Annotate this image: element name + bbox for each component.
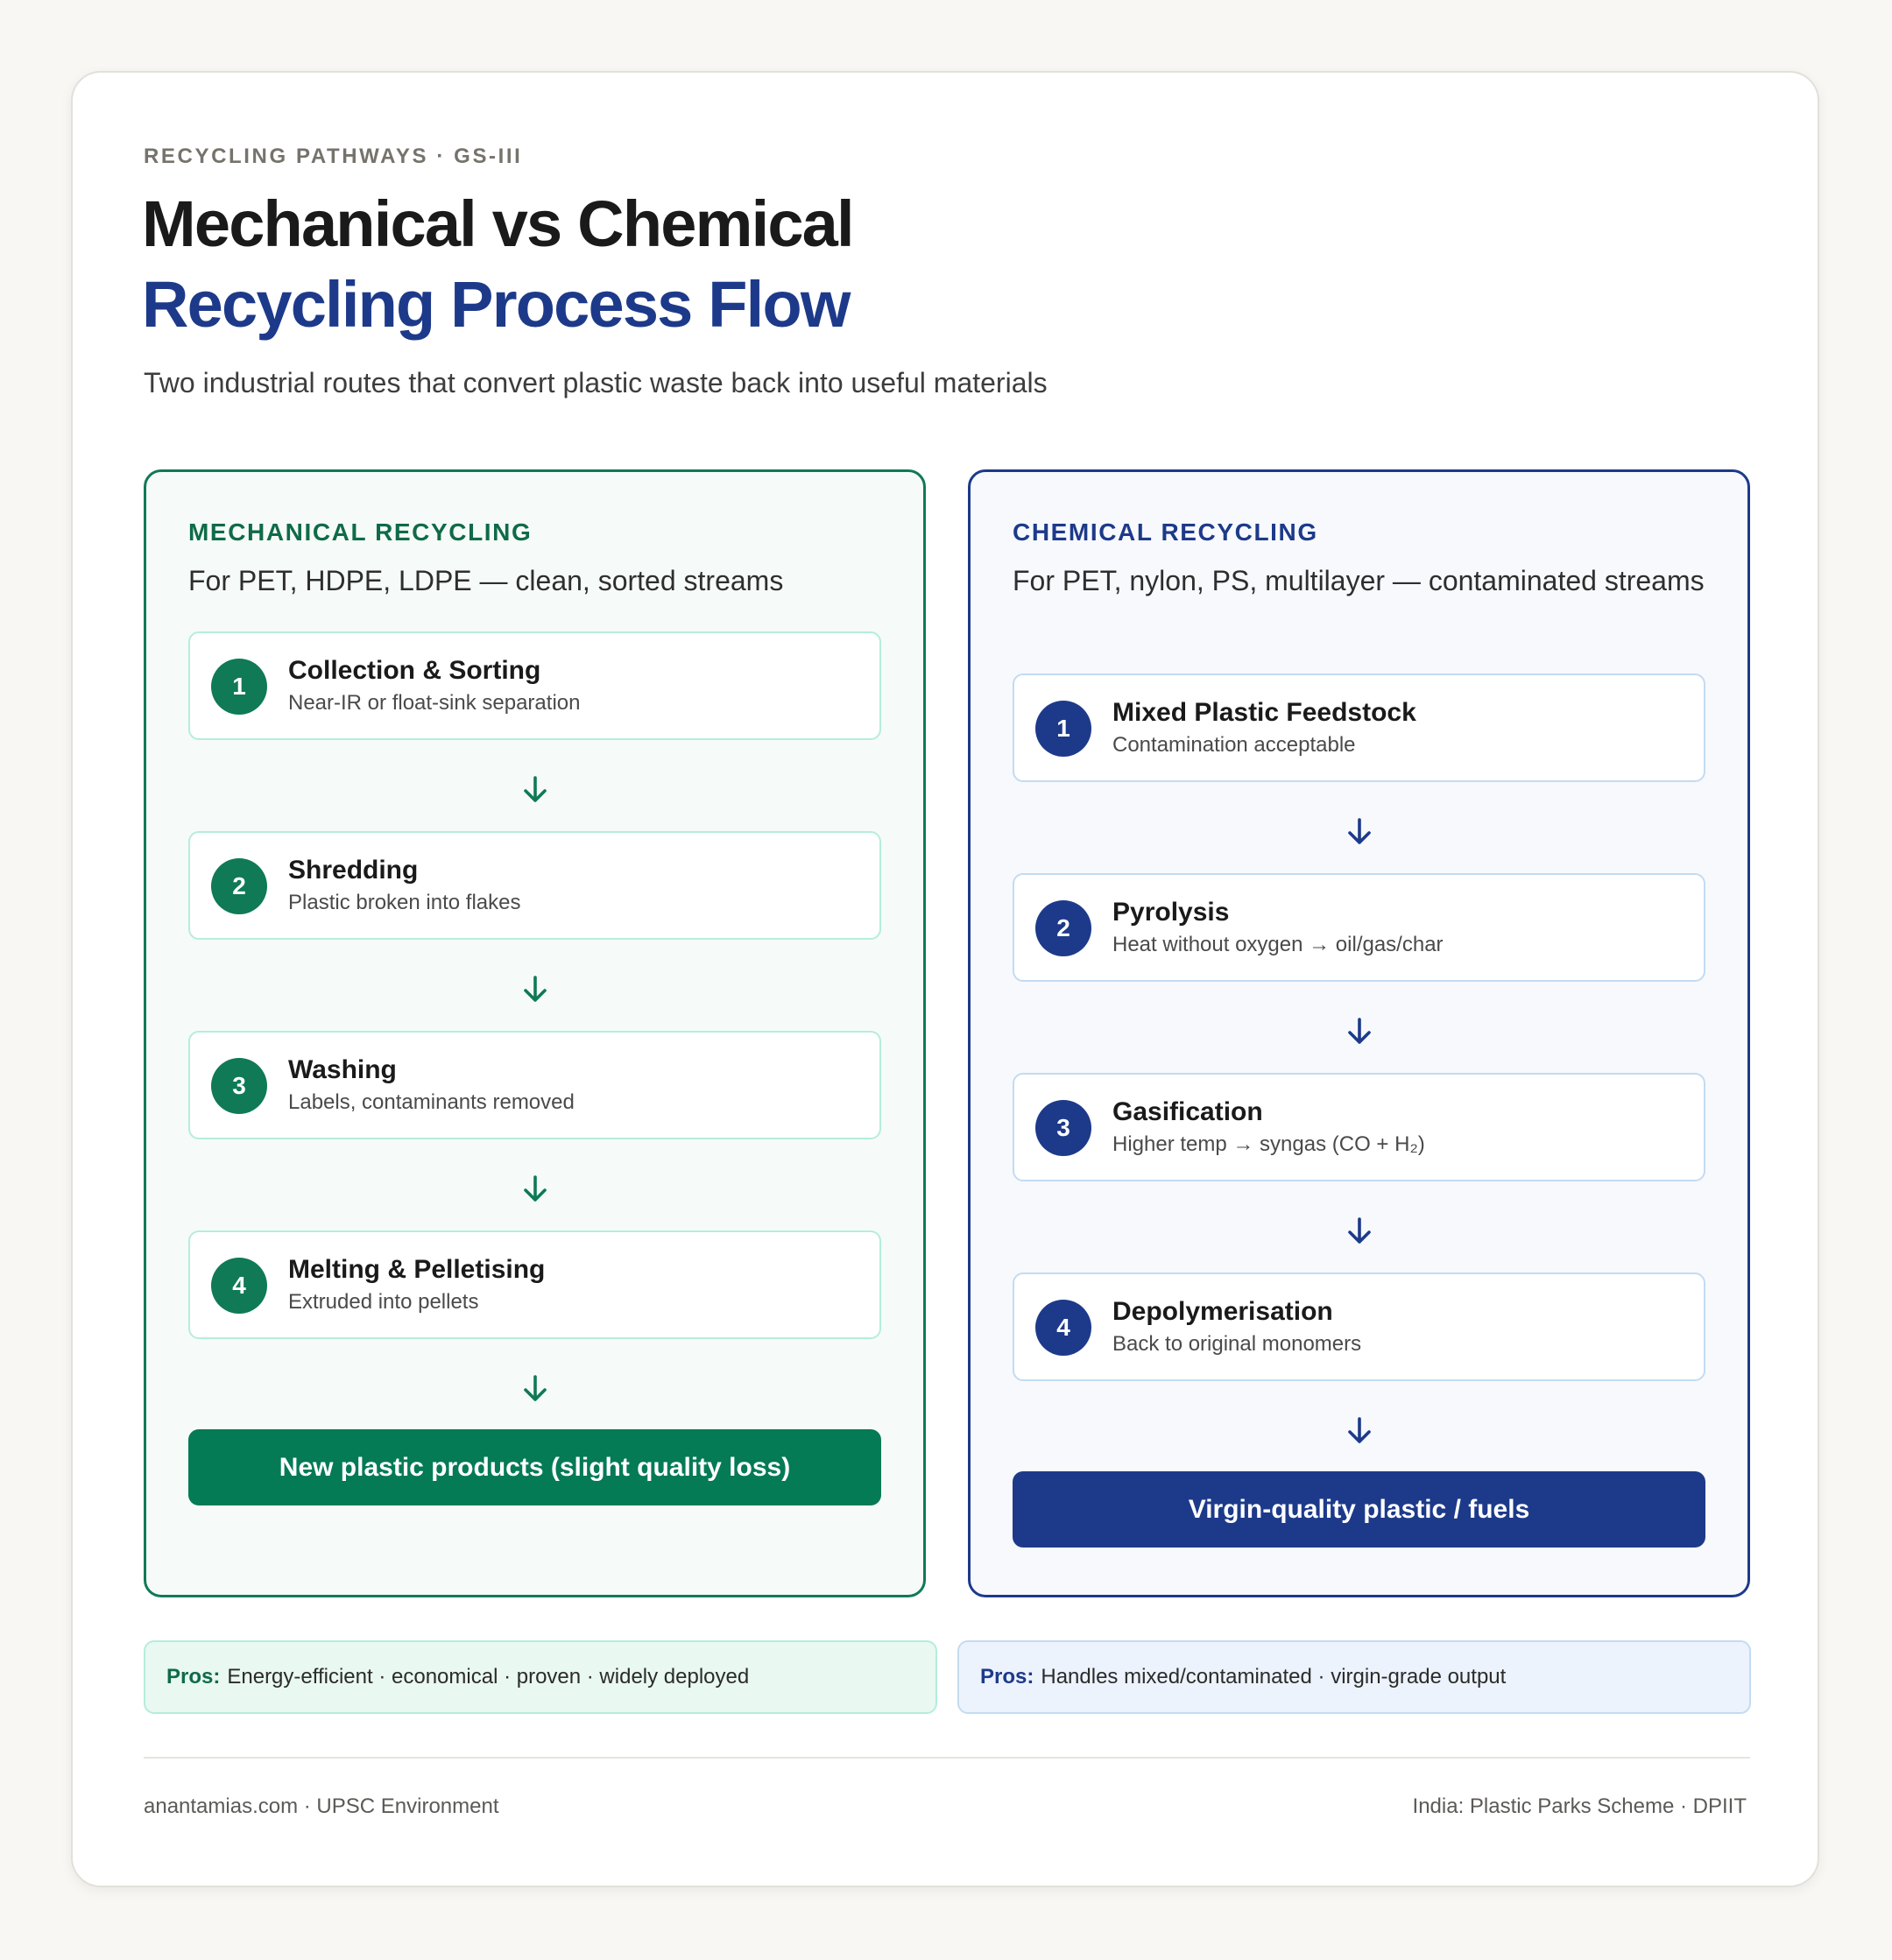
chemical-step-1 xyxy=(1013,673,1705,782)
step-title: Pyrolysis xyxy=(1112,898,1230,927)
step-title: Gasification xyxy=(1112,1097,1263,1126)
step-title: Melting & Pelletising xyxy=(288,1255,546,1284)
chemical-step-2 xyxy=(1013,873,1705,982)
step-number-badge: 2 xyxy=(211,858,267,914)
step-title: Collection & Sorting xyxy=(288,656,541,685)
footer-reference: India: Plastic Parks Scheme · DPIIT xyxy=(1412,1794,1747,1818)
mechanical-description: For PET, HDPE, LDPE — clean, sorted streams xyxy=(188,565,784,596)
chemical-title: CHEMICAL RECYCLING xyxy=(1013,518,1318,546)
step-number-badge: 4 xyxy=(211,1258,267,1314)
mechanical-title: MECHANICAL RECYCLING xyxy=(188,518,533,546)
arrow-down-icon xyxy=(1342,1014,1377,1049)
footer-divider xyxy=(144,1757,1750,1759)
step-description: Higher temp → syngas (CO + H₂) xyxy=(1112,1132,1425,1156)
step-description: Labels, contaminants removed xyxy=(288,1090,575,1114)
step-number-badge: 3 xyxy=(1035,1100,1091,1156)
arrow-down-icon xyxy=(518,1371,553,1407)
chemical-panel xyxy=(968,469,1750,1597)
step-description: Back to original monomers xyxy=(1112,1332,1362,1356)
footer-source: anantamias.com · UPSC Environment xyxy=(144,1794,499,1818)
page-title-line1: Mechanical vs Chemical xyxy=(142,187,853,260)
arrow-down-icon xyxy=(518,772,553,807)
step-number-badge: 1 xyxy=(1035,701,1091,757)
step-title: Washing xyxy=(288,1055,397,1084)
eyebrow-label: RECYCLING PATHWAYS · GS-III xyxy=(144,145,523,168)
chemical-result: Virgin-quality plastic / fuels xyxy=(1013,1471,1705,1548)
step-title: Shredding xyxy=(288,856,419,885)
step-number-badge: 4 xyxy=(1035,1300,1091,1356)
mechanical-step-2 xyxy=(188,831,881,940)
mechanical-result: New plastic products (slight quality loss) xyxy=(188,1429,881,1505)
page-title-line2: Recycling Process Flow xyxy=(142,268,850,341)
step-number-badge: 3 xyxy=(211,1058,267,1114)
step-title: Depolymerisation xyxy=(1112,1297,1333,1326)
infographic-card xyxy=(71,71,1819,1887)
arrow-down-icon xyxy=(1342,1414,1377,1449)
pros-text: Handles mixed/contaminated · virgin-grade output xyxy=(1041,1665,1507,1689)
arrow-down-icon xyxy=(518,1172,553,1207)
arrow-down-icon xyxy=(518,972,553,1007)
chemical-pros xyxy=(957,1640,1751,1714)
pros-label: Pros: xyxy=(166,1665,221,1689)
step-description: Extruded into pellets xyxy=(288,1290,479,1314)
step-description: Plastic broken into flakes xyxy=(288,891,521,914)
arrow-down-icon xyxy=(1342,814,1377,850)
mechanical-step-3 xyxy=(188,1031,881,1139)
mechanical-pros xyxy=(144,1640,937,1714)
step-description: Heat without oxygen → oil/gas/char xyxy=(1112,933,1444,956)
arrow-down-icon xyxy=(1342,1214,1377,1249)
mechanical-step-1 xyxy=(188,631,881,740)
mechanical-panel xyxy=(144,469,926,1597)
step-description: Near-IR or float-sink separation xyxy=(288,691,581,715)
page-subtitle: Two industrial routes that convert plastic waste back into useful materials xyxy=(144,367,1048,398)
mechanical-step-4 xyxy=(188,1230,881,1339)
chemical-description: For PET, nylon, PS, multilayer — contaminated streams xyxy=(1013,565,1705,596)
step-number-badge: 1 xyxy=(211,659,267,715)
chemical-step-4 xyxy=(1013,1273,1705,1381)
chemical-step-3 xyxy=(1013,1073,1705,1181)
step-title: Mixed Plastic Feedstock xyxy=(1112,698,1416,727)
step-description: Contamination acceptable xyxy=(1112,733,1356,757)
pros-label: Pros: xyxy=(980,1665,1034,1689)
step-number-badge: 2 xyxy=(1035,900,1091,956)
pros-text: Energy-efficient · economical · proven · widely deployed xyxy=(227,1665,750,1689)
